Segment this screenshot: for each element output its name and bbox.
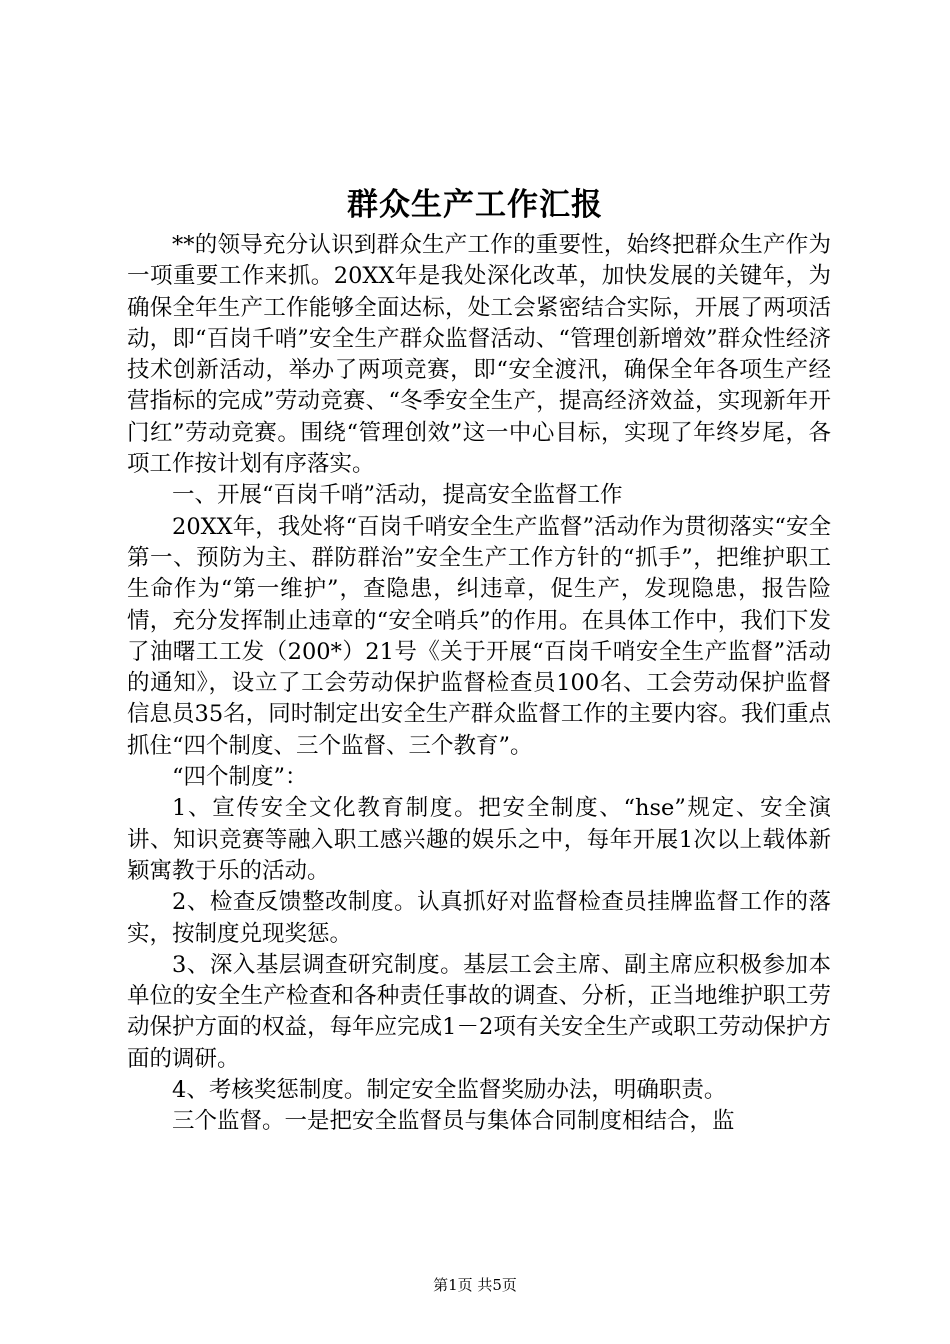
list-item-1: 1、宣传安全文化教育制度。把安全制度、“hse”规定、安全演讲、知识竞赛等融入职工感兴趣的娱乐之中，每年开展1次以上载体新颖寓教于乐的活动。 bbox=[127, 795, 831, 884]
paragraph-three-supervisions: 三个监督。一是把安全监督员与集体合同制度相结合，监 bbox=[172, 1108, 735, 1135]
paragraph-intro: **的领导充分认识到群众生产工作的重要性，始终把群众生产作为一项重要工作来抓。20XX年是我处深化改革，加快发展的关键年，为确保全年生产工作能够全面达标，处工会紧密结合实际，开展了两项活动，即“百岗千哨”安全生产群众监督活动、“管理创新增效”群众性经济技术创新活动，举办了两项竞赛，即“安全渡汛，确保全年各项生产经营指标的完成”劳动竞赛、“冬季安全生产，提高经济效益，实现新年开门红”劳动竞赛。围绕“管理创效”这一中心目标，实现了年终岁尾，各项工作按计划有序落实。 bbox=[127, 232, 831, 478]
list-item-4: 4、考核奖惩制度。制定安全监督奖励办法，明确职责。 bbox=[172, 1077, 727, 1104]
subheading-four-systems: “四个制度”： bbox=[172, 764, 308, 791]
section-heading-1: 一、开展“百岗千哨”活动，提高安全监督工作 bbox=[172, 482, 623, 509]
document-body bbox=[127, 230, 831, 1138]
list-item-3: 3、深入基层调查研究制度。基层工会主席、副主席应积极参加本单位的安全生产检查和各种责任事故的调查、分析，正当地维护职工劳动保护方面的权益，每年应完成1－2项有关安全生产或职工劳动保护方面的调研。 bbox=[127, 951, 831, 1072]
list-item-2: 2、检查反馈整改制度。认真抓好对监督检查员挂牌监督工作的落实，按制度兑现奖惩。 bbox=[127, 889, 831, 947]
page-number-footer: 第1页 共5页 bbox=[433, 1276, 517, 1294]
paragraph-section-1: 20XX年，我处将“百岗千哨安全生产监督”活动作为贯彻落实“安全第一、预防为主、群防群治”安全生产工作方针的“抓手”，把维护职工生命作为“第一维护”，查隐患，纠违章，促生产，发现隐患，报告险情，充分发挥制止违章的“安全哨兵”的作用。在具体工作中，我们下发了油曙工工发（200*）21号《关于开展“百岗千哨安全生产监督”活动的通知》，设立了工会劳动保护监督检查员100名、工会劳动保护监督信息员35名，同时制定出安全生产群众监督工作的主要内容。我们重点抓住“四个制度、三个监督、三个教育”。 bbox=[127, 513, 831, 759]
document-title: 群众生产工作汇报 bbox=[347, 187, 603, 223]
